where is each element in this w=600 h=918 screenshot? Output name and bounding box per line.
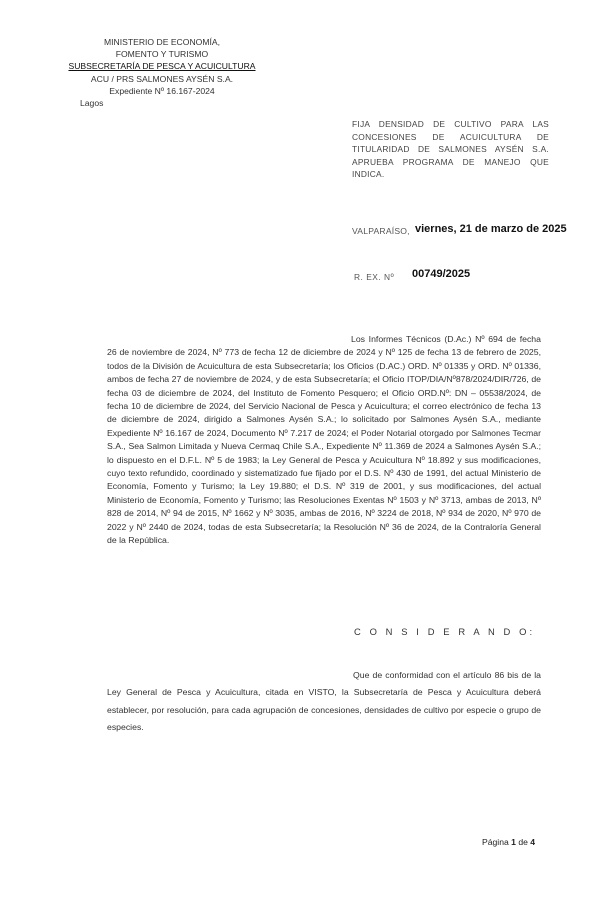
considerando-paragraph-1	[107, 667, 541, 737]
considerando-body: de la Ley General de Pesca y Acuicultura, citada en VISTO, la Subsecretaría de Pesca y Acuicultura deberá establecer, por resolución, para cada agrupación de concesiones, densidades de cultivo por especie o grupo de especies.	[107, 670, 541, 733]
page-current: 1	[511, 837, 516, 847]
place-label: VALPARAÍSO,	[352, 226, 410, 236]
letterhead	[52, 36, 272, 109]
page-of: de	[518, 837, 528, 847]
ministry-line-1: MINISTERIO DE ECONOMÍA,	[103, 37, 221, 47]
considerando-heading: C O N S I D E R A N D O:	[354, 626, 536, 637]
page-label: Página	[482, 837, 509, 847]
resolution-subject: FIJA DENSIDAD DE CULTIVO PARA LAS CONCESIONES DE ACUICULTURA DE TITULARIDAD DE SALMONES AYSÉN S.A. APRUEBA PROGRAMA DE MANEJO QUE INDICA.	[352, 119, 549, 180]
subsecretaria-line: SUBSECRETARÍA DE PESCA Y ACUICULTURA	[68, 61, 256, 72]
page-number	[482, 837, 535, 847]
rex-number: 00749/2025	[412, 268, 471, 280]
considerando-first-line: Que de conformidad con el artículo 86 bis	[353, 670, 519, 680]
resolution-date: viernes, 21 de marzo de 2025	[415, 223, 567, 235]
page-total: 4	[530, 837, 536, 847]
region-line: Lagos	[80, 98, 104, 109]
rex-label: R. EX. Nº	[354, 272, 395, 282]
visto-paragraph	[107, 333, 541, 548]
expediente-line: Expediente Nº 16.167-2024	[109, 85, 215, 96]
visto-first-line: Los Informes Técnicos (D.Ac.) Nº 694 de	[351, 334, 517, 344]
ministry-line-2: FOMENTO Y TURISMO	[115, 49, 209, 60]
reference-line: ACU / PRS SALMONES AYSÉN S.A.	[90, 73, 234, 84]
visto-body: fecha 26 de noviembre de 2024, Nº 773 de fecha 12 de diciembre de 2024 y Nº 125 de fecha 13 de febrero de 2025, todos de la División de Acuicultura de esta Subsecretaría; los Oficios (D.AC.) ORD. Nº 01335 y ORD. Nº 01336, ambos de fecha 27 de noviembre de 2024, y de esta Subsecretaría; el Oficio ITOP/DIA/Nº878/2024/DIR/726, de fecha 03 de diciembre de 2024, del Instituto de Fomento Pesquero; el Oficio ORD.Nº: DN – 05538/2024, de fecha 10 de diciembre de 2024, del Servicio Nacional de Pesca y Acuicultura; el correo electrónico de fecha 13 de diciembre de 2024, dirigido a Salmones Aysén S.A.; lo solicitado por Salmones Aysén S.A., mediante Expediente Nº 16.167 de 2024, Documento Nº 7.217 de 2024; el Poder Notarial otorgado por Salmones Tecmar S.A., Sea Salmon Limitada y Nueva Cermaq Chile S.A., Expediente Nº 11.369 de 2024 a Salmones Aysén S.A.; lo dispuesto en el D.F.L. Nº 5 de 1983; la Ley General de Pesca y Acuicultura Nº 18.892 y sus modificaciones, cuyo texto refundido, coordinado y sistematizado fue fijado por el D.S. Nº 430 de 1991, del actual Ministerio de Economía, Fomento y Turismo; la Ley 19.880; el D.S. Nº 319 de 2001, y sus modificaciones, del actual Ministerio de Economía, Fomento y Turismo; las Resoluciones Exentas Nº 1503 y Nº 3713, ambas de 2013, Nº 828 de 2014, Nº 94 de 2015, Nº 1662 y Nº 3035, ambas de 2016, Nº 3224 de 2018, Nº 934 de 2020, Nº 970 de 2022 y Nº 2440 de 2024, todas de esta Subsecretaría; la Resolución Nº 36 de 2024, de la Contraloría General de la República.	[107, 334, 541, 546]
